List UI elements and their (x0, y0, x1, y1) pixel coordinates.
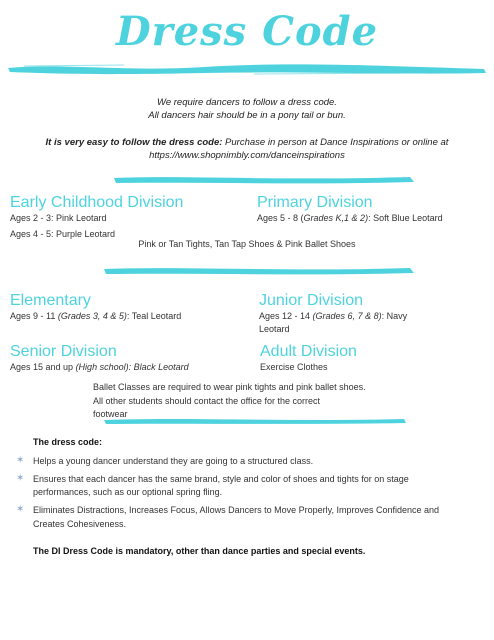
primary-line (257, 212, 443, 225)
dress-code-footer: The DI Dress Code is mandatory, other than dance parties and special events. (33, 546, 366, 556)
ballet-note-1: Ballet Classes are required to wear pink tights and pink ballet shoes. (93, 382, 366, 392)
elementary-prefix: Ages 9 - 11 (10, 311, 58, 321)
elementary-title: Elementary (10, 292, 91, 309)
adult-line: Exercise Clothes (260, 362, 328, 372)
star-icon: ✶ (16, 473, 25, 484)
early-line-1: Ages 2 - 3: Pink Leotard (10, 213, 107, 223)
star-icon: ✶ (16, 455, 25, 466)
senior-rest: (High school): Black Leotard (75, 362, 189, 372)
brush-divider-1 (110, 172, 418, 188)
brush-divider-2 (100, 262, 418, 278)
bullet-2 (16, 472, 24, 485)
star-icon: ✶ (16, 504, 25, 515)
easy-bold: It is very easy to follow the dress code: (45, 137, 223, 148)
bullet-3 (16, 503, 24, 516)
bullet-3-text-1: Eliminates Distractions, Increases Focus, Allows Dancers to Move Properly, Improves Confidence and (33, 505, 440, 515)
junior-line-2: Leotard (259, 324, 290, 334)
bullet-3-text-2: Creates Cohesiveness. (33, 519, 127, 529)
junior-prefix: Ages 12 - 14 (259, 311, 313, 321)
intro-line-1: We require dancers to follow a dress code. (157, 97, 337, 108)
elementary-suffix: : Teal Leotard (126, 311, 182, 321)
junior-grades: (Grades 6, 7 & 8) (312, 311, 382, 321)
easy-rest: Purchase in person at Dance Inspirations or online at (222, 137, 449, 148)
shop-url[interactable]: https://www.shopnimbly.com/danceinspirations (149, 150, 345, 161)
senior-line (10, 361, 189, 374)
elementary-grades: (Grades 3, 4 & 5) (57, 311, 127, 321)
junior-division-title: Junior Division (259, 292, 364, 309)
dress-code-heading: The dress code: (33, 437, 103, 447)
primary-prefix: Ages 5 - 8 ( (257, 213, 304, 223)
adult-division-title: Adult Division (260, 343, 357, 360)
primary-suffix: : Soft Blue Leotard (368, 213, 443, 223)
brush-divider-3 (100, 414, 410, 428)
shared-shoes-note: Pink or Tan Tights, Tan Tap Shoes & Pink Ballet Shoes (138, 239, 356, 249)
bullet-2-text-1: Ensures that each dancer has the same brand, style and color of shoes and tights for on stage (33, 474, 409, 484)
senior-prefix: Ages 15 and up (10, 362, 76, 372)
primary-grades: Grades K,1 & 2) (303, 213, 369, 223)
junior-suffix: : Navy (381, 311, 408, 321)
ballet-note-2: All other students should contact the office for the correct (93, 396, 320, 406)
ballet-note-3: footwear (93, 409, 128, 419)
early-line-2: Ages 4 - 5: Purple Leotard (10, 229, 116, 239)
primary-division-title: Primary Division (257, 194, 373, 211)
bullet-1-text: Helps a young dancer understand they are going to a structured class. (33, 456, 314, 466)
intro-line-2: All dancers hair should be in a pony tail or bun. (148, 110, 346, 121)
intro-easy (0, 136, 494, 149)
elementary-line (10, 310, 181, 323)
bullet-1 (16, 454, 24, 467)
early-division-title: Early Childhood Division (10, 194, 184, 211)
senior-division-title: Senior Division (10, 343, 117, 360)
page-title: Dress Code (115, 8, 379, 55)
brush-divider-top (4, 60, 490, 78)
junior-line (259, 310, 407, 323)
bullet-2-text-2: performances, such as our optional spring fling. (33, 487, 223, 497)
